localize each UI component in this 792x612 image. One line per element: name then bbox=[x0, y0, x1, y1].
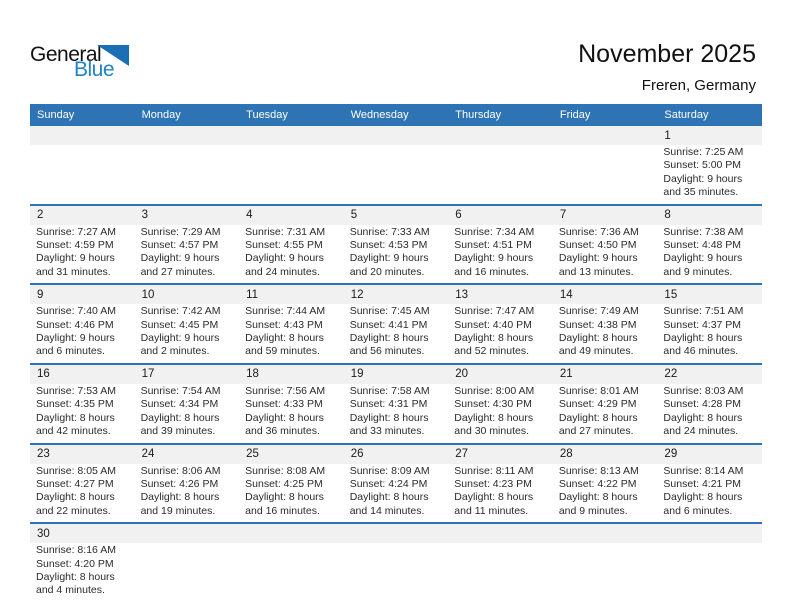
sunset-text: Sunset: 4:35 PM bbox=[36, 398, 114, 411]
day-number: 4 bbox=[246, 209, 253, 222]
daylight-text-line1: Daylight: 8 hours bbox=[663, 332, 743, 345]
day-cell bbox=[239, 465, 344, 519]
calendar-grid bbox=[30, 104, 762, 602]
day-cell bbox=[135, 226, 240, 280]
day-number: 21 bbox=[559, 368, 573, 381]
daylight-text-line2: and 14 minutes. bbox=[349, 504, 425, 517]
empty-day-cell bbox=[344, 146, 449, 200]
day-number: 19 bbox=[350, 368, 364, 381]
daylight-text-line2: and 2 minutes. bbox=[140, 345, 210, 358]
daylight-text-line1: Daylight: 9 hours bbox=[454, 252, 534, 265]
day-cell bbox=[657, 146, 762, 200]
daylight-text-line1: Daylight: 8 hours bbox=[36, 411, 115, 424]
day-number: 15 bbox=[664, 288, 678, 301]
sunset-text: Sunset: 4:38 PM bbox=[558, 318, 637, 331]
weekday-wednesday: Wednesday bbox=[350, 109, 409, 121]
daylight-text-line2: and 52 minutes. bbox=[454, 345, 529, 358]
day-cell bbox=[135, 385, 240, 439]
daylight-text-line1: Daylight: 8 hours bbox=[663, 411, 743, 424]
day-cell bbox=[239, 385, 344, 439]
sunset-text: Sunset: 4:25 PM bbox=[245, 477, 323, 490]
daylight-text-line1: Daylight: 9 hours bbox=[36, 332, 115, 345]
calendar-body bbox=[30, 126, 762, 602]
page-subtitle: Freren, Germany bbox=[641, 77, 756, 94]
daylight-text-line2: and 13 minutes. bbox=[558, 265, 634, 278]
week-row bbox=[30, 206, 762, 286]
sunrise-text: Sunrise: 7:29 AM bbox=[140, 225, 221, 238]
day-cell bbox=[135, 305, 240, 359]
daylight-text-line1: Daylight: 8 hours bbox=[245, 332, 324, 345]
day-cell bbox=[30, 544, 135, 598]
day-cell bbox=[553, 305, 658, 359]
day-number: 23 bbox=[37, 448, 50, 460]
week-row bbox=[30, 365, 762, 445]
day-details-row bbox=[30, 225, 762, 284]
day-cell bbox=[448, 465, 553, 519]
sunrise-text: Sunrise: 8:03 AM bbox=[663, 384, 744, 397]
sunset-text: Sunset: 4:59 PM bbox=[36, 239, 114, 252]
daylight-text-line1: Daylight: 8 hours bbox=[36, 570, 115, 583]
sunrise-text: Sunrise: 7:34 AM bbox=[454, 225, 535, 238]
day-cell bbox=[239, 226, 344, 280]
daylight-text-line2: and 31 minutes. bbox=[36, 265, 111, 278]
day-details-row bbox=[30, 304, 762, 363]
sunset-text: Sunset: 4:30 PM bbox=[454, 398, 532, 411]
day-number: 12 bbox=[350, 288, 364, 301]
sunset-text: Sunset: 4:55 PM bbox=[245, 239, 323, 252]
daylight-text-line1: Daylight: 9 hours bbox=[245, 252, 324, 265]
daylight-text-line2: and 9 minutes. bbox=[663, 265, 733, 278]
sunset-text: Sunset: 4:21 PM bbox=[663, 477, 742, 490]
sunrise-text: Sunrise: 8:06 AM bbox=[140, 464, 221, 477]
day-number: 30 bbox=[37, 527, 50, 540]
day-cell bbox=[553, 465, 658, 519]
daylight-text-line2: and 39 minutes. bbox=[140, 425, 216, 438]
daylight-text-line2: and 36 minutes. bbox=[245, 425, 320, 438]
daylight-text-line1: Daylight: 9 hours bbox=[36, 252, 115, 265]
daylight-text-line1: Daylight: 8 hours bbox=[558, 411, 638, 424]
day-cell bbox=[344, 385, 449, 439]
day-cell bbox=[553, 226, 658, 280]
sunset-text: Sunset: 4:28 PM bbox=[663, 398, 742, 411]
sunset-text: Sunset: 4:29 PM bbox=[558, 398, 637, 411]
sunrise-text: Sunrise: 8:00 AM bbox=[454, 384, 535, 397]
empty-day-cell bbox=[135, 146, 240, 200]
day-cell bbox=[344, 465, 449, 519]
day-number: 18 bbox=[246, 368, 259, 381]
day-cell bbox=[448, 385, 553, 439]
daylight-text-line2: and 59 minutes. bbox=[245, 345, 320, 358]
daylight-text-line2: and 42 minutes. bbox=[36, 425, 111, 438]
day-number: 3 bbox=[141, 209, 148, 222]
daylight-text-line1: Daylight: 8 hours bbox=[349, 332, 429, 345]
day-number-strip bbox=[30, 206, 762, 225]
day-number: 2 bbox=[37, 209, 44, 222]
sunset-text: Sunset: 4:45 PM bbox=[140, 318, 219, 331]
daylight-text-line2: and 6 minutes. bbox=[36, 345, 105, 358]
sunset-text: Sunset: 4:41 PM bbox=[349, 318, 428, 331]
sunset-text: Sunset: 4:53 PM bbox=[349, 239, 428, 252]
daylight-text-line1: Daylight: 8 hours bbox=[36, 491, 115, 504]
daylight-text-line1: Daylight: 8 hours bbox=[245, 491, 324, 504]
sunset-text: Sunset: 4:20 PM bbox=[36, 557, 114, 570]
day-details-row bbox=[30, 543, 762, 602]
daylight-text-line1: Daylight: 9 hours bbox=[140, 332, 220, 345]
daylight-text-line1: Daylight: 8 hours bbox=[663, 491, 743, 504]
week-row bbox=[30, 126, 762, 206]
daylight-text-line1: Daylight: 8 hours bbox=[558, 332, 638, 345]
day-number: 6 bbox=[455, 209, 462, 222]
day-cell bbox=[657, 465, 762, 519]
sunset-text: Sunset: 4:37 PM bbox=[663, 318, 742, 331]
weekday-header-row bbox=[30, 104, 762, 126]
sunset-text: Sunset: 4:34 PM bbox=[140, 398, 219, 411]
day-details-row bbox=[30, 384, 762, 443]
general-blue-logo bbox=[30, 44, 150, 81]
sunset-text: Sunset: 4:50 PM bbox=[558, 239, 637, 252]
sunset-text: Sunset: 4:23 PM bbox=[454, 477, 532, 490]
empty-day-cell bbox=[135, 544, 240, 598]
week-row bbox=[30, 285, 762, 365]
sunrise-text: Sunrise: 7:42 AM bbox=[140, 305, 221, 318]
empty-day-cell bbox=[239, 146, 344, 200]
sunset-text: Sunset: 4:40 PM bbox=[454, 318, 532, 331]
day-cell bbox=[30, 305, 135, 359]
weekday-thursday: Thursday bbox=[455, 109, 502, 121]
day-details-row bbox=[30, 464, 762, 523]
weekday-sunday: Sunday bbox=[37, 109, 75, 121]
empty-day-cell bbox=[448, 146, 553, 200]
daylight-text-line2: and 22 minutes. bbox=[36, 504, 111, 517]
daylight-text-line2: and 27 minutes. bbox=[558, 425, 634, 438]
day-cell bbox=[448, 226, 553, 280]
day-number: 9 bbox=[37, 288, 44, 301]
daylight-text-line1: Daylight: 9 hours bbox=[558, 252, 638, 265]
daylight-text-line2: and 16 minutes. bbox=[454, 265, 529, 278]
daylight-text-line2: and 24 minutes. bbox=[245, 265, 320, 278]
daylight-text-line1: Daylight: 8 hours bbox=[245, 411, 324, 424]
weekday-saturday: Saturday bbox=[664, 109, 709, 121]
sunset-text: Sunset: 4:57 PM bbox=[140, 239, 219, 252]
sunset-text: Sunset: 4:46 PM bbox=[36, 318, 114, 331]
daylight-text-line2: and 24 minutes. bbox=[663, 425, 739, 438]
daylight-text-line1: Daylight: 8 hours bbox=[140, 411, 220, 424]
sunset-text: Sunset: 4:51 PM bbox=[454, 239, 532, 252]
empty-day-cell bbox=[448, 544, 553, 598]
day-number: 5 bbox=[350, 209, 358, 222]
daylight-text-line1: Daylight: 8 hours bbox=[454, 411, 534, 424]
daylight-text-line2: and 46 minutes. bbox=[663, 345, 739, 358]
sunset-text: Sunset: 4:24 PM bbox=[349, 477, 428, 490]
sunrise-text: Sunrise: 7:31 AM bbox=[245, 225, 326, 238]
daylight-text-line1: Daylight: 8 hours bbox=[140, 491, 220, 504]
daylight-text-line1: Daylight: 8 hours bbox=[454, 332, 534, 345]
sunset-text: Sunset: 4:22 PM bbox=[558, 477, 637, 490]
sunset-text: Sunset: 4:48 PM bbox=[663, 239, 742, 252]
day-number: 1 bbox=[664, 129, 671, 142]
daylight-text-line2: and 27 minutes. bbox=[140, 265, 216, 278]
day-number: 25 bbox=[246, 448, 259, 460]
sunrise-text: Sunrise: 7:25 AM bbox=[663, 146, 744, 158]
page-title: November 2025 bbox=[578, 40, 756, 68]
day-number: 27 bbox=[455, 448, 469, 460]
sunrise-text: Sunrise: 7:47 AM bbox=[454, 305, 535, 318]
daylight-text-line2: and 11 minutes. bbox=[454, 504, 529, 517]
sunrise-text: Sunrise: 8:01 AM bbox=[558, 384, 639, 397]
daylight-text-line1: Daylight: 8 hours bbox=[558, 491, 638, 504]
sunrise-text: Sunrise: 8:08 AM bbox=[245, 464, 326, 477]
day-number: 13 bbox=[455, 288, 469, 301]
daylight-text-line1: Daylight: 9 hours bbox=[663, 172, 743, 185]
day-number: 14 bbox=[559, 288, 573, 301]
day-number: 10 bbox=[141, 288, 155, 301]
sunrise-text: Sunrise: 7:45 AM bbox=[349, 305, 430, 318]
day-number: 28 bbox=[559, 448, 573, 460]
sunrise-text: Sunrise: 7:27 AM bbox=[36, 225, 116, 238]
day-number: 7 bbox=[559, 209, 567, 222]
daylight-text-line1: Daylight: 9 hours bbox=[663, 252, 743, 265]
daylight-text-line2: and 9 minutes. bbox=[558, 504, 628, 517]
sunrise-text: Sunrise: 8:05 AM bbox=[36, 464, 116, 477]
weekday-friday: Friday bbox=[559, 109, 591, 121]
sunrise-text: Sunrise: 7:51 AM bbox=[663, 305, 744, 318]
daylight-text-line2: and 35 minutes. bbox=[663, 186, 739, 199]
day-number: 11 bbox=[246, 288, 259, 301]
daylight-text-line2: and 30 minutes. bbox=[454, 425, 529, 438]
daylight-text-line2: and 49 minutes. bbox=[558, 345, 634, 358]
day-number: 22 bbox=[664, 368, 678, 381]
weekday-tuesday: Tuesday bbox=[246, 109, 288, 121]
sunset-text: Sunset: 4:26 PM bbox=[140, 477, 219, 490]
sunrise-text: Sunrise: 8:09 AM bbox=[349, 464, 430, 477]
weekday-monday: Monday bbox=[141, 109, 181, 121]
day-number: 29 bbox=[664, 448, 678, 460]
logo-text-general: General bbox=[30, 43, 102, 66]
empty-day-cell bbox=[30, 146, 135, 200]
sunrise-text: Sunrise: 8:14 AM bbox=[663, 464, 744, 477]
day-number: 20 bbox=[455, 368, 469, 381]
empty-day-cell bbox=[553, 544, 658, 598]
sunrise-text: Sunrise: 7:58 AM bbox=[349, 384, 430, 397]
sunset-text: Sunset: 4:43 PM bbox=[245, 318, 323, 331]
day-number-strip bbox=[30, 445, 762, 464]
day-number: 26 bbox=[350, 448, 364, 460]
sunrise-text: Sunrise: 7:53 AM bbox=[36, 384, 116, 397]
daylight-text-line2: and 33 minutes. bbox=[349, 425, 425, 438]
sunrise-text: Sunrise: 7:44 AM bbox=[245, 305, 326, 318]
day-number: 8 bbox=[664, 209, 671, 222]
day-cell bbox=[30, 465, 135, 519]
day-number-strip bbox=[30, 285, 762, 304]
sunrise-text: Sunrise: 7:40 AM bbox=[36, 305, 116, 318]
day-number-strip bbox=[30, 365, 762, 384]
day-cell bbox=[657, 226, 762, 280]
day-details-row bbox=[30, 145, 762, 204]
daylight-text-line1: Daylight: 8 hours bbox=[349, 491, 429, 504]
day-number: 24 bbox=[141, 448, 155, 460]
sunset-text: Sunset: 5:00 PM bbox=[663, 159, 742, 172]
sunrise-text: Sunrise: 7:54 AM bbox=[140, 384, 221, 397]
empty-day-cell bbox=[657, 544, 762, 598]
day-number-strip bbox=[30, 126, 762, 145]
day-number-strip bbox=[30, 524, 762, 543]
day-cell bbox=[30, 385, 135, 439]
week-row bbox=[30, 524, 762, 602]
day-cell bbox=[239, 305, 344, 359]
sunrise-text: Sunrise: 7:56 AM bbox=[245, 384, 326, 397]
day-cell bbox=[30, 226, 135, 280]
daylight-text-line2: and 4 minutes. bbox=[36, 584, 105, 597]
daylight-text-line2: and 19 minutes. bbox=[140, 504, 216, 517]
daylight-text-line1: Daylight: 9 hours bbox=[140, 252, 220, 265]
sunrise-text: Sunrise: 8:16 AM bbox=[36, 544, 116, 557]
day-cell bbox=[553, 385, 658, 439]
daylight-text-line1: Daylight: 8 hours bbox=[349, 411, 429, 424]
empty-day-cell bbox=[553, 146, 658, 200]
logo-text-blue: Blue bbox=[74, 58, 115, 81]
daylight-text-line2: and 6 minutes. bbox=[663, 504, 733, 517]
empty-day-cell bbox=[239, 544, 344, 598]
daylight-text-line2: and 16 minutes. bbox=[245, 504, 320, 517]
sunset-text: Sunset: 4:31 PM bbox=[349, 398, 428, 411]
daylight-text-line1: Daylight: 9 hours bbox=[349, 252, 429, 265]
sunset-text: Sunset: 4:33 PM bbox=[245, 398, 323, 411]
sunrise-text: Sunrise: 7:36 AM bbox=[558, 225, 639, 238]
sunrise-text: Sunrise: 7:38 AM bbox=[663, 225, 744, 238]
day-cell bbox=[657, 305, 762, 359]
daylight-text-line2: and 56 minutes. bbox=[349, 345, 425, 358]
daylight-text-line1: Daylight: 8 hours bbox=[454, 491, 534, 504]
sunrise-text: Sunrise: 8:13 AM bbox=[558, 464, 639, 477]
day-cell bbox=[344, 305, 449, 359]
sunrise-text: Sunrise: 7:33 AM bbox=[349, 225, 430, 238]
sunrise-text: Sunrise: 7:49 AM bbox=[558, 305, 639, 318]
week-row bbox=[30, 445, 762, 525]
sunrise-text: Sunrise: 8:11 AM bbox=[454, 464, 534, 477]
day-cell bbox=[448, 305, 553, 359]
day-cell bbox=[657, 385, 762, 439]
day-cell bbox=[344, 226, 449, 280]
daylight-text-line2: and 20 minutes. bbox=[349, 265, 425, 278]
day-number: 16 bbox=[37, 368, 50, 381]
day-cell bbox=[135, 465, 240, 519]
sunset-text: Sunset: 4:27 PM bbox=[36, 477, 114, 490]
day-number: 17 bbox=[141, 368, 155, 381]
empty-day-cell bbox=[344, 544, 449, 598]
